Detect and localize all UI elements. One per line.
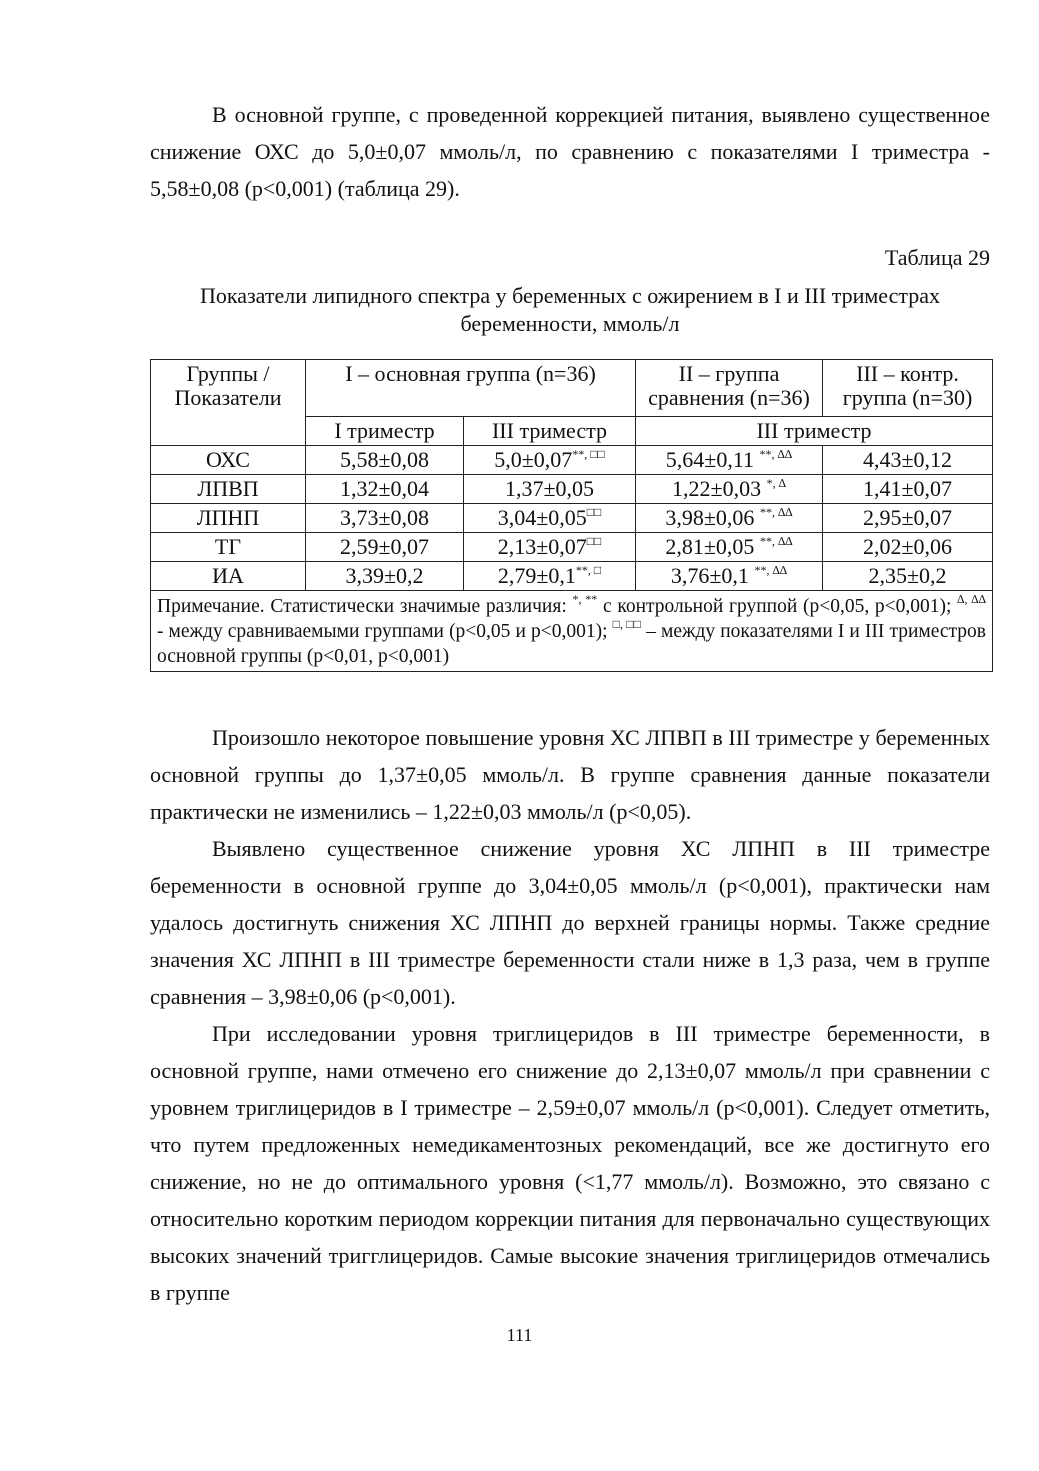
header-groups-indicators: Группы / Показатели (151, 360, 306, 446)
lipid-spectrum-table (150, 359, 993, 672)
cell-main-t1: 2,59±0,07 (306, 533, 464, 562)
table-note (151, 591, 993, 672)
header-control-group: III – контр. группа (n=30) (823, 360, 993, 417)
cell-main-t3 (464, 562, 636, 591)
note-text: с контрольной группой (р<0,05, р<0,001); (597, 596, 958, 617)
cell-value: 1,22±0,03 (672, 476, 762, 501)
cell-value: 2,13±0,07 (497, 534, 587, 559)
table-row (151, 562, 993, 591)
cell-main-t1: 1,32±0,04 (306, 475, 464, 504)
header-trimester-1: I триместр (306, 417, 464, 446)
page-number: 111 (506, 1325, 533, 1345)
document-page (150, 96, 990, 1311)
body-paragraph: Выявлено существенное снижение уровня ХС ЛПНП в III триместре беременности в основной группе до 3,04±0,05 ммоль/л (р<0,001), практически нам удалось достигнуть снижения ХС ЛПНП до верхней границы нормы. Также средние значения ХС ЛПНП в III триместре беременности стали ниже в 1,3 раза, чем в группе сравнения – 3,98±0,06 (р<0,001). (150, 836, 990, 1009)
significance-mark: □□ (586, 505, 602, 519)
cell-main-t3 (464, 533, 636, 562)
cell-value: 3,98±0,06 (665, 505, 755, 530)
table-header-row (151, 360, 993, 417)
table-note-row (151, 591, 993, 672)
header-trimester-3: III триместр (464, 417, 636, 446)
cell-comp-t3 (636, 504, 823, 533)
row-name: ИА (151, 562, 306, 591)
significance-mark: □□ (586, 534, 602, 548)
cell-value: 3,76±0,1 (670, 563, 749, 588)
significance-mark: **, ∆∆ (759, 534, 793, 548)
cell-main-t1: 3,73±0,08 (306, 504, 464, 533)
note-symbol: *, ** (572, 592, 598, 606)
row-name: ЛПВП (151, 475, 306, 504)
cell-ctrl-t3: 2,35±0,2 (823, 562, 993, 591)
note-text: Примечание. Статистически значимые различия: (157, 596, 573, 617)
cell-value: 5,0±0,07 (494, 447, 573, 472)
significance-mark: **, ∆∆ (759, 505, 793, 519)
cell-ctrl-t3: 2,95±0,07 (823, 504, 993, 533)
cell-main-t3 (464, 446, 636, 475)
table-row (151, 446, 993, 475)
note-text: - между сравниваемыми группами (р<0,05 и р<0,001); (157, 621, 613, 642)
body-paragraph: Произошло некоторое повышение уровня ХС ЛПВП в III триместре у беременных основной группы до 1,37±0,05 ммоль/л. В группе сравнения данные показатели практически не изменились – 1,22±0,03 ммоль/л (р<0,05). (150, 725, 990, 824)
cell-value: 3,04±0,05 (497, 505, 587, 530)
table-label: Таблица 29 (884, 245, 990, 270)
cell-value: 1,37±0,05 (504, 476, 595, 501)
significance-mark: **, □□ (572, 447, 605, 461)
table-row (151, 504, 993, 533)
header-comparison-group: II – группа сравнения (n=36) (636, 360, 823, 417)
header-main-group: I – основная группа (n=36) (306, 360, 636, 417)
table-row (151, 475, 993, 504)
spacer (150, 672, 990, 719)
cell-main-t3 (464, 504, 636, 533)
cell-main-t1: 5,58±0,08 (306, 446, 464, 475)
cell-ctrl-t3: 1,41±0,07 (823, 475, 993, 504)
row-name: ТГ (151, 533, 306, 562)
header-trimester-3-span: III триместр (636, 417, 993, 446)
cell-main-t1: 3,39±0,2 (306, 562, 464, 591)
cell-comp-t3 (636, 562, 823, 591)
note-text: – между показателями I и III триместров основной группы (р<0,01, р<0,001) (157, 621, 986, 667)
significance-mark: **, ∆∆ (759, 447, 793, 461)
cell-comp-t3 (636, 446, 823, 475)
significance-mark: **, ∆∆ (754, 563, 788, 577)
cell-comp-t3 (636, 475, 823, 504)
cell-value: 5,64±0,11 (665, 447, 755, 472)
significance-mark: **, □ (575, 563, 602, 577)
note-symbol: □, □□ (612, 617, 642, 631)
cell-value: 2,79±0,1 (497, 563, 576, 588)
cell-comp-t3 (636, 533, 823, 562)
cell-value: 2,81±0,05 (665, 534, 755, 559)
cell-ctrl-t3: 2,02±0,06 (823, 533, 993, 562)
note-symbol: ∆, ∆∆ (957, 592, 986, 606)
intro-paragraph: В основной группе, с проведенной коррекцией питания, выявлено существенное снижение ОХС до 5,0±0,07 ммоль/л, по сравнению с показателями I триместра - 5,58±0,08 (р<0,001) (таблица 29). (150, 102, 990, 201)
table-row (151, 533, 993, 562)
row-name: ЛПНП (151, 504, 306, 533)
cell-ctrl-t3: 4,43±0,12 (823, 446, 993, 475)
row-name: ОХС (151, 446, 306, 475)
body-paragraph: При исследовании уровня триглицеридов в III триместре беременности, в основной группе, нами отмечено его снижение до 2,13±0,07 ммоль/л при сравнении с уровнем триглицеридов в I триместре – 2,59±0,07 ммоль/л (р<0,001). Следует отметить, что путем предложенных немедикаментозных рекомендаций, все же достигнуто его снижение, но не до оптимального уровня (<1,77 ммоль/л). Возможно, это связано с относительно коротким периодом коррекции питания для первоначально существующих высоких значений тригглицеридов. Самые высокие значения триглицеридов отмечались в группе (150, 1021, 990, 1305)
significance-mark: *, ∆ (766, 476, 786, 490)
cell-main-t3 (464, 475, 636, 504)
table-caption: Показатели липидного спектра у беременных с ожирением в I и III триместрах беременности, ммоль/л (199, 283, 941, 336)
